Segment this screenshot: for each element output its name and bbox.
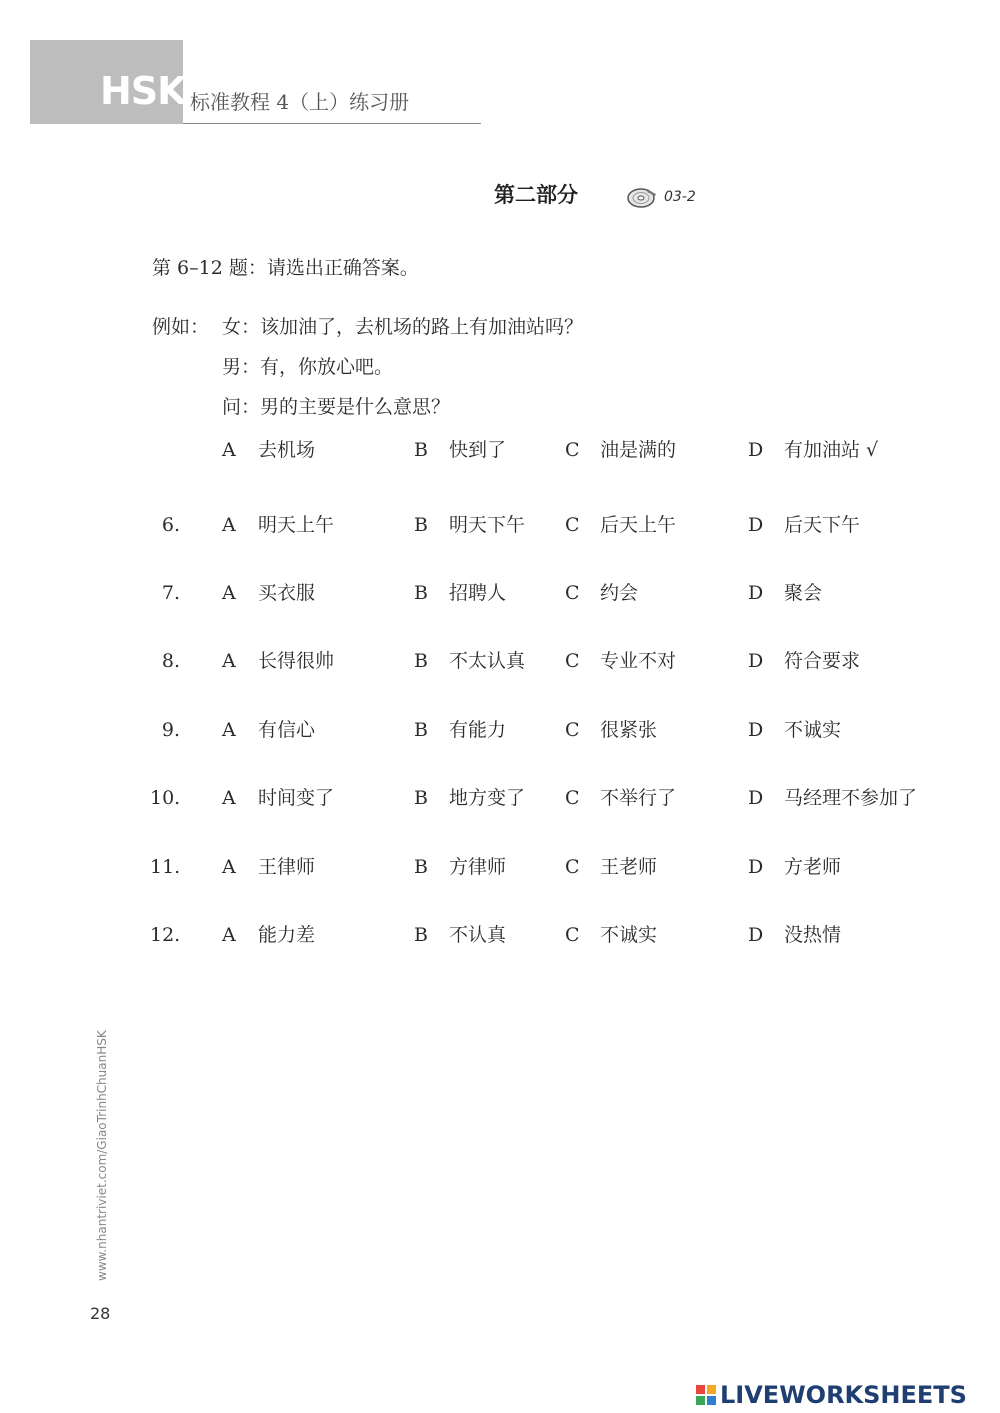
- option-letter-c: C: [565, 924, 580, 946]
- option-letter-d: D: [748, 650, 764, 672]
- answer-option-c[interactable]: 约会: [600, 582, 639, 604]
- question-number: 12.: [150, 924, 181, 946]
- option-letter-c: C: [565, 514, 580, 536]
- option-letter-b: B: [414, 719, 428, 741]
- option-letter-a: A: [222, 924, 236, 946]
- option-letter-d: D: [748, 514, 764, 536]
- answer-option-a[interactable]: 买衣服: [258, 582, 316, 604]
- answer-option-b[interactable]: 招聘人: [449, 582, 507, 604]
- question-number: 11.: [150, 856, 181, 878]
- answer-option-d[interactable]: 后天下午: [784, 514, 861, 536]
- answer-option-b[interactable]: 方律师: [449, 856, 507, 878]
- instruction: 第 6–12 题：请选出正确答案。: [152, 257, 419, 279]
- answer-option-b[interactable]: 有能力: [449, 719, 507, 741]
- answer-option-a[interactable]: 长得很帅: [258, 650, 335, 672]
- option-letter-b: B: [414, 924, 428, 946]
- option-letter-a: A: [222, 787, 236, 809]
- option-letter-b: B: [414, 514, 428, 536]
- question-row: [0, 858, 1000, 888]
- answer-option-d[interactable]: 没热情: [784, 924, 842, 946]
- question-number: 9.: [161, 719, 180, 741]
- answer-option-c[interactable]: 很紧张: [600, 719, 658, 741]
- answer-option-b[interactable]: 明天下午: [449, 514, 526, 536]
- book-title: 标准教程 4（上）练习册: [190, 90, 410, 114]
- option-letter-d: D: [748, 439, 764, 461]
- track-code: 03-2: [664, 189, 696, 205]
- example-option-d-wrap[interactable]: [784, 441, 878, 460]
- answer-option-c[interactable]: 专业不对: [600, 650, 677, 672]
- option-letter-b: B: [414, 650, 428, 672]
- answer-option-a[interactable]: 明天上午: [258, 514, 335, 536]
- option-letter-d: D: [748, 924, 764, 946]
- example-line-woman: 女：该加油了，去机场的路上有加油站吗？: [222, 316, 584, 338]
- side-url: www.nhantriviet.com/GiaoTrinhChuanHSK: [95, 1030, 109, 1281]
- watermark-text: LIVEWORKSHEETS: [720, 1381, 967, 1409]
- answer-option-a[interactable]: 能力差: [258, 924, 316, 946]
- option-letter-a: A: [222, 719, 236, 741]
- example-line-question: 问：男的主要是什么意思？: [222, 396, 451, 418]
- example-label: 例如：: [152, 316, 210, 338]
- question-row: [0, 516, 1000, 546]
- question-row: [0, 926, 1000, 956]
- header-rule: [183, 123, 481, 124]
- answer-option-d[interactable]: 马经理不参加了: [784, 787, 918, 809]
- question-row: [0, 584, 1000, 614]
- option-letter-c: C: [565, 787, 580, 809]
- example-options-row: [0, 441, 1000, 471]
- checkmark-icon: √: [866, 439, 879, 461]
- answer-option-c[interactable]: 不诚实: [600, 924, 658, 946]
- example-line-man: 男：有，你放心吧。: [222, 356, 394, 378]
- option-letter-a: A: [222, 650, 236, 672]
- example-option-d[interactable]: 有加油站: [784, 439, 861, 461]
- option-letter-a: A: [222, 439, 236, 461]
- option-letter-a: A: [222, 514, 236, 536]
- answer-option-a[interactable]: 有信心: [258, 719, 316, 741]
- answer-option-a[interactable]: 时间变了: [258, 787, 335, 809]
- option-letter-d: D: [748, 582, 764, 604]
- hsk-brand: HSK: [100, 69, 186, 113]
- question-number: 8.: [161, 650, 180, 672]
- option-letter-c: C: [565, 856, 580, 878]
- option-letter-c: C: [565, 582, 580, 604]
- option-letter-a: A: [222, 856, 236, 878]
- option-letter-d: D: [748, 719, 764, 741]
- answer-option-c[interactable]: 不举行了: [600, 787, 677, 809]
- cd-icon[interactable]: [626, 186, 660, 210]
- answer-option-b[interactable]: 不太认真: [449, 650, 526, 672]
- option-letter-d: D: [748, 856, 764, 878]
- liveworksheets-logo: [696, 1380, 967, 1410]
- answer-option-b[interactable]: 地方变了: [449, 787, 526, 809]
- answer-option-c[interactable]: 王老师: [600, 856, 658, 878]
- answer-option-b[interactable]: 不认真: [449, 924, 507, 946]
- answer-option-c[interactable]: 后天上午: [600, 514, 677, 536]
- answer-option-d[interactable]: 符合要求: [784, 650, 861, 672]
- option-letter-c: C: [565, 719, 580, 741]
- question-number: 6.: [161, 514, 180, 536]
- option-letter-c: C: [565, 439, 580, 461]
- answer-option-d[interactable]: 不诚实: [784, 719, 842, 741]
- question-row: [0, 789, 1000, 819]
- logo-blocks-icon: [696, 1385, 716, 1405]
- answer-option-d[interactable]: 方老师: [784, 856, 842, 878]
- question-number: 10.: [150, 787, 181, 809]
- option-letter-b: B: [414, 787, 428, 809]
- question-row: [0, 721, 1000, 751]
- question-row: [0, 652, 1000, 682]
- answer-option-a[interactable]: 王律师: [258, 856, 316, 878]
- page-number: 28: [90, 1304, 111, 1323]
- option-letter-b: B: [414, 439, 428, 461]
- option-letter-c: C: [565, 650, 580, 672]
- option-letter-d: D: [748, 787, 764, 809]
- option-letter-b: B: [414, 856, 428, 878]
- example-option-c[interactable]: 油是满的: [600, 439, 677, 461]
- example-option-a[interactable]: 去机场: [258, 439, 316, 461]
- section-title: 第二部分: [494, 182, 578, 207]
- question-number: 7.: [161, 582, 180, 604]
- option-letter-b: B: [414, 582, 428, 604]
- answer-option-d[interactable]: 聚会: [784, 582, 823, 604]
- option-letter-a: A: [222, 582, 236, 604]
- example-option-b[interactable]: 快到了: [449, 439, 507, 461]
